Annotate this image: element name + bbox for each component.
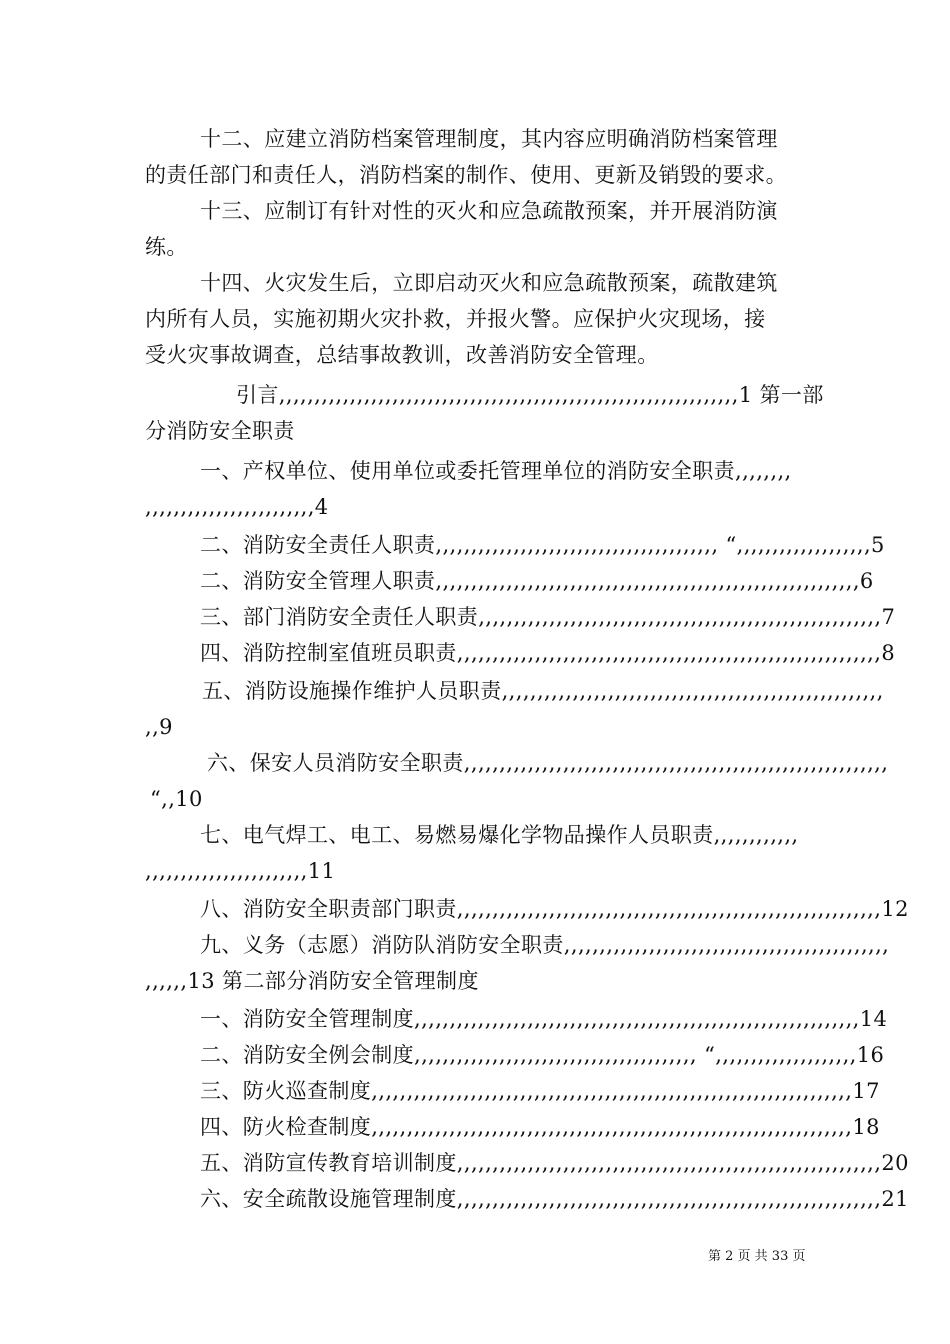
toc-line: 三、防火巡查制度,,,,,,,,,,,,,,,,,,,,,,,,,,,,,,,,,,,,,,,,,,,,,,,,,,,,,,,,,,,,,,,,,,,,17 [200,1079,880,1103]
toc-line: 三、部门消防安全责任人职责,,,,,,,,,,,,,,,,,,,,,,,,,,,,,,,,,,,,,,,,,,,,,,,,,,,,,,,,,7 [200,605,896,629]
toc-line: “,,10 [150,787,203,811]
page-number: 第 2 页 共 33 页 [708,1249,806,1264]
toc-line: ,,,,,,13 第二部分消防安全管理制度 [145,969,479,993]
toc-line: ,,,,,,,,,,,,,,,,,,,,,,,,4 [145,495,329,519]
paragraph-line: 受火灾事故调查，总结事故教训，改善消防安全管理。 [145,343,659,367]
toc-line: 五、消防设施操作维护人员职责,,,,,,,,,,,,,,,,,,,,,,,,,,,,,,,,,,,,,,,,,,,,,,,,,,,,,, [202,679,884,703]
toc-line: 八、消防安全职责部门职责,,,,,,,,,,,,,,,,,,,,,,,,,,,,,,,,,,,,,,,,,,,,,,,,,,,,,,,,,,,,12 [200,897,909,921]
toc-line: ,,,,,,,,,,,,,,,,,,,,,,,11 [145,859,336,883]
paragraph-line: 练。 [145,235,188,259]
paragraph-line: 十四、火灾发生后，立即启动灭火和应急疏散预案，疏散建筑 [200,271,778,295]
toc-line: 二、消防安全例会制度,,,,,,,,,,,,,,,,,,,,,,,,,,,,,,,,,,,,,,,, “,,,,,,,,,,,,,,,,,,,,16 [200,1043,885,1067]
toc-line: 五、消防宣传教育培训制度,,,,,,,,,,,,,,,,,,,,,,,,,,,,,,,,,,,,,,,,,,,,,,,,,,,,,,,,,,,,20 [200,1151,909,1175]
toc-line: 分消防安全职责 [145,419,295,443]
toc-line: 四、防火检查制度,,,,,,,,,,,,,,,,,,,,,,,,,,,,,,,,,,,,,,,,,,,,,,,,,,,,,,,,,,,,,,,,,,,,18 [200,1115,880,1139]
toc-line: 六、安全疏散设施管理制度,,,,,,,,,,,,,,,,,,,,,,,,,,,,,,,,,,,,,,,,,,,,,,,,,,,,,,,,,,,,21 [200,1187,909,1211]
toc-line: 引言,,,,,,,,,,,,,,,,,,,,,,,,,,,,,,,,,,,,,,,,,,,,,,,,,,,,,,,,,,,,,,,,,1 第一部 [236,383,824,407]
toc-line: 二、消防安全管理人职责,,,,,,,,,,,,,,,,,,,,,,,,,,,,,,,,,,,,,,,,,,,,,,,,,,,,,,,,,,,,6 [200,569,874,593]
toc-line: 一、产权单位、使用单位或委托管理单位的消防安全职责,,,,,,,, [200,459,792,483]
paragraph-line: 十二、应建立消防档案管理制度，其内容应明确消防档案管理 [200,127,778,151]
toc-line: ,,9 [145,715,173,739]
toc-line: 七、电气焊工、电工、易燃易爆化学物品操作人员职责,,,,,,,,,,,, [200,823,799,847]
toc-line: 六、保安人员消防安全职责,,,,,,,,,,,,,,,,,,,,,,,,,,,,,,,,,,,,,,,,,,,,,,,,,,,,,,,,,,,, [207,751,889,775]
toc-line: 一、消防安全管理制度,,,,,,,,,,,,,,,,,,,,,,,,,,,,,,,,,,,,,,,,,,,,,,,,,,,,,,,,,,,,,,,14 [200,1007,888,1031]
paragraph-line: 内所有人员，实施初期火灾扑救，并报火警。应保护火灾现场，接 [145,307,766,331]
toc-line: 九、义务（志愿）消防队消防安全职责,,,,,,,,,,,,,,,,,,,,,,,,,,,,,,,,,,,,,,,,,,,,,, [200,933,890,957]
paragraph-line: 的责任部门和责任人，消防档案的制作、使用、更新及销毁的要求。 [145,163,787,187]
paragraph-line: 十三、应制订有针对性的灭火和应急疏散预案，并开展消防演 [200,199,778,223]
toc-line: 二、消防安全责任人职责,,,,,,,,,,,,,,,,,,,,,,,,,,,,,,,,,,,,,,,, “,,,,,,,,,,,,,,,,,,,5 [200,533,885,557]
toc-line: 四、消防控制室值班员职责,,,,,,,,,,,,,,,,,,,,,,,,,,,,,,,,,,,,,,,,,,,,,,,,,,,,,,,,,,,,8 [200,641,896,665]
